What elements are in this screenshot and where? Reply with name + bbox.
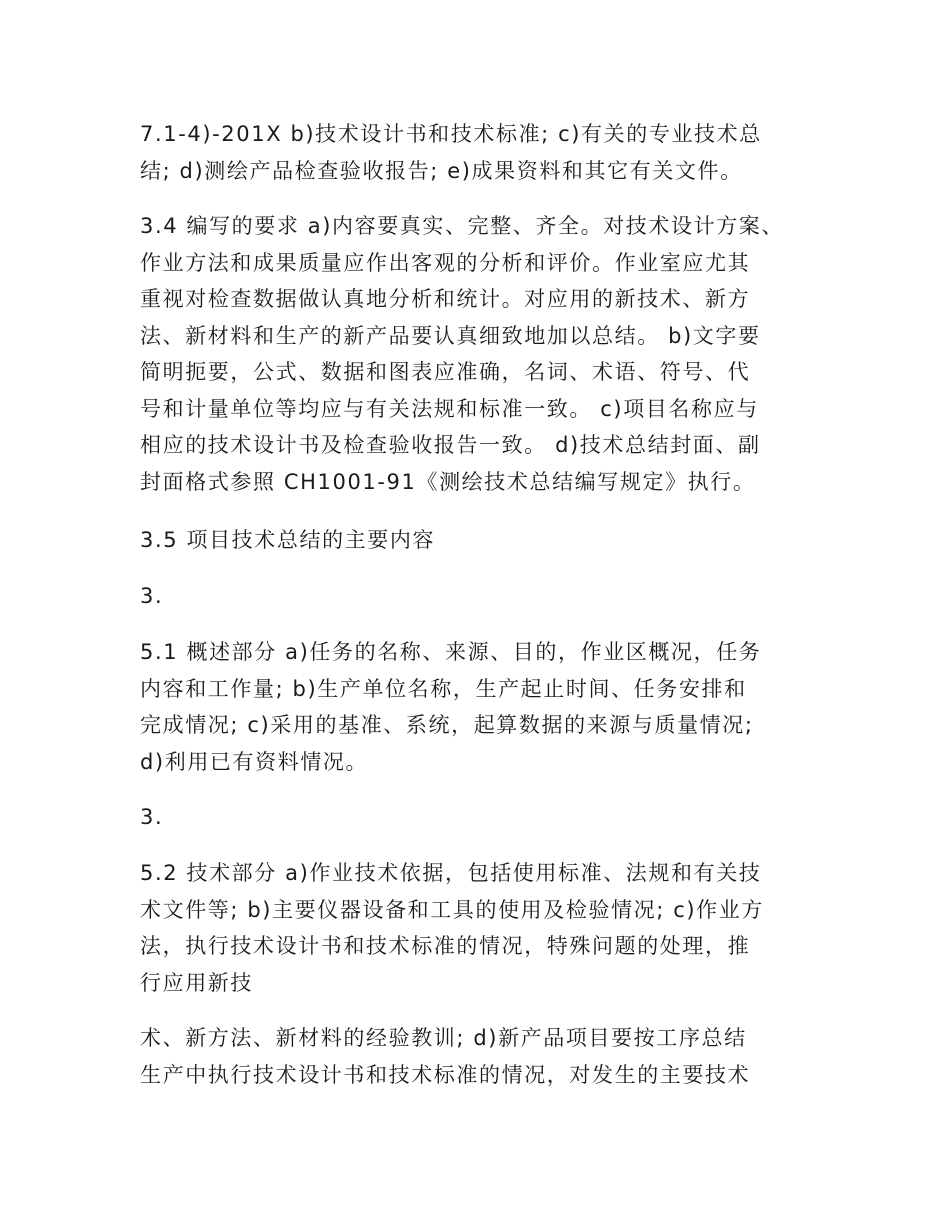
paragraph-p1 — [140, 116, 830, 189]
text-line: 内容和工作量; b)生产单位名称，生产起止时间、任务安排和 — [140, 676, 747, 701]
text-line: 法，执行技术设计书和技术标准的情况，特殊问题的处理，推 — [140, 934, 751, 958]
text-line: 术、新方法、新材料的经验教训; d)新产品项目要按工序总结 — [140, 1026, 747, 1050]
text-line: 完成情况; c)采用的基准、系统，起算数据的来源与质量情况; — [140, 713, 754, 737]
paragraph-p3 — [140, 522, 830, 559]
text-line: 结; d)测绘产品检查验收报告; e)成果资料和其它有关文件。 — [140, 158, 743, 183]
paragraph-p6 — [140, 799, 830, 836]
paragraph-p2 — [140, 208, 830, 500]
text-line: 3.4 编写的要求 a)内容要真实、完整、齐全。对技术设计方案、 — [140, 214, 785, 238]
paragraph-p8 — [140, 1020, 830, 1093]
text-line: 5.1 概述部分 a)任务的名称、来源、目的，作业区概况，任务 — [140, 640, 762, 664]
paragraph-p4 — [140, 578, 830, 615]
text-line: 生产中执行技术设计书和技术标准的情况，对发生的主要技术 — [140, 1062, 751, 1087]
paragraph-p5 — [140, 634, 830, 780]
text-line: 相应的技术设计书及检查验收报告一致。 d)技术总结封面、副 — [140, 433, 761, 457]
text-line: 行应用新技 — [140, 970, 253, 995]
text-line: 7.1-4)-201X b)技术设计书和技术标准; c)有关的专业技术总 — [140, 122, 762, 146]
text-line: 封面格式参照 CH1001-91《测绘技术总结编写规定》执行。 — [140, 469, 756, 494]
paragraph-p7 — [140, 855, 830, 1001]
text-line: 5.2 技术部分 a)作业技术依据，包括使用标准、法规和有关技 — [140, 861, 762, 885]
text-line: 号和计量单位等均应与有关法规和标准一致。 c)项目名称应与 — [140, 396, 759, 421]
text-line: 作业方法和成果质量应作出客观的分析和评价。作业室应尤其 — [140, 250, 751, 275]
text-line: 简明扼要，公式、数据和图表应准确，名词、术语、符号、代 — [140, 360, 751, 384]
text-line: 重视对检查数据做认真地分析和统计。对应用的新技术、新方 — [140, 287, 751, 311]
text-line: 3. — [140, 805, 164, 829]
text-line: 3. — [140, 584, 164, 608]
text-line: 法、新材料和生产的新产品要认真细致地加以总结。 b)文字要 — [140, 323, 761, 348]
section-heading: 3.5 项目技术总结的主要内容 — [140, 528, 436, 552]
text-line: d)利用已有资料情况。 — [140, 749, 369, 774]
text-line: 术文件等; b)主要仪器设备和工具的使用及检验情况; c)作业方 — [140, 897, 764, 922]
